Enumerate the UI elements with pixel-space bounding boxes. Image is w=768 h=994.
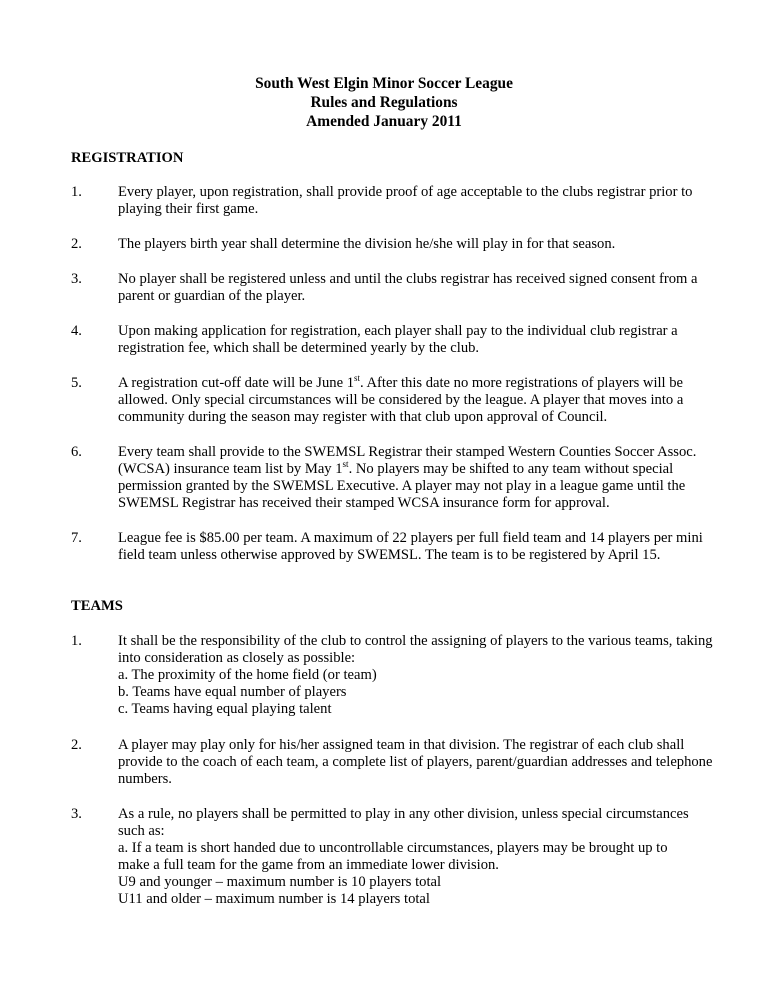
teams-heading: TEAMS [71,598,123,614]
title-line-amended: Amended January 2011 [306,113,462,130]
registration-heading: REGISTRATION [71,150,184,166]
item-number: 1. [71,184,82,200]
sub-item-c: c. Teams having equal playing talent [118,701,332,717]
item-text: A registration cut-off date will be June 1st. After this date no more registrations of players will be allowed. Only special circumstances will be considered by the league. A player that moves into a community during the season may register with that club upon approval of Council. [118,373,684,425]
item-text: It shall be the responsibility of the club to control the assigning of players to the various teams, taking into consideration as closely as possible: [118,633,713,666]
item-text: The players birth year shall determine the division he/she will play in for that season. [118,236,616,252]
item-number: 1. [71,633,82,649]
limit-u11: U11 and older – maximum number is 14 players total [118,891,430,907]
title-line-league: South West Elgin Minor Soccer League [255,75,513,92]
item-text: Upon making application for registration, each player shall pay to the individual club registrar a registration fee, which shall be determined yearly by the club. [118,323,678,356]
item-number: 4. [71,323,82,339]
item-text: Every team shall provide to the SWEMSL Registrar their stamped Western Counties Soccer Assoc. (WCSA) insurance team list by May 1st. No players may be shifted to any team without special permission granted by the SWEMSL Executive. A player may not play in a league game until the SWEMSL Registrar has received their stamped WCSA insurance form for approval. [118,444,697,511]
sub-item-a-continued: make a full team for the game from an immediate lower division. [118,857,499,873]
item-text: Every player, upon registration, shall provide proof of age acceptable to the clubs registrar prior to playing their first game. [118,184,693,217]
sub-item-a: a. The proximity of the home field (or team) [118,667,377,683]
sub-item-a: a. If a team is short handed due to uncontrollable circumstances, players may be brought up to [118,840,668,856]
item-text: No player shall be registered unless and until the clubs registrar has received signed consent from a parent or guardian of the player. [118,271,698,304]
item-text: League fee is $85.00 per team. A maximum of 22 players per full field team and 14 players per mini field team unless otherwise approved by SWEMSL. The team is to be registered by April 15. [118,530,703,563]
item-number: 5. [71,375,82,391]
item-number: 2. [71,236,82,252]
document-title [0,74,768,131]
item-number: 3. [71,806,82,822]
item-text: As a rule, no players shall be permitted to play in any other division, unless special circumstances such as: [118,806,689,839]
sub-item-b: b. Teams have equal number of players [118,684,347,700]
title-line-rules: Rules and Regulations [310,94,458,111]
item-number: 3. [71,271,82,287]
item-number: 2. [71,737,82,753]
item-number: 6. [71,444,82,460]
limit-u9: U9 and younger – maximum number is 10 players total [118,874,442,890]
item-number: 7. [71,530,82,546]
item-text: A player may play only for his/her assigned team in that division. The registrar of each club shall provide to the coach of each team, a complete list of players, parent/guardian addresses and telephone numbers. [118,737,713,787]
